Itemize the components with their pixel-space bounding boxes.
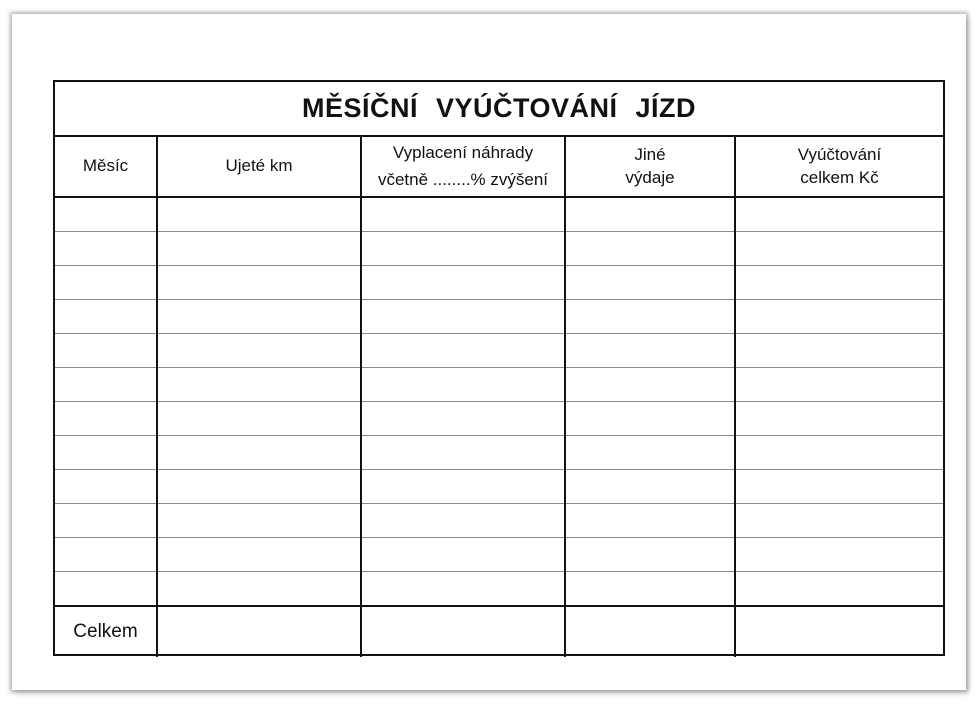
table-row (55, 504, 943, 538)
cell-total[interactable] (735, 368, 943, 402)
cell-km[interactable] (157, 300, 361, 334)
table-row (55, 572, 943, 607)
cell-total[interactable] (735, 300, 943, 334)
cell-other-expenses[interactable] (565, 266, 735, 300)
cell-month[interactable] (55, 266, 157, 300)
cell-month[interactable] (55, 368, 157, 402)
cell-reimbursement[interactable] (361, 402, 565, 436)
table-row (55, 538, 943, 572)
cell-km[interactable] (157, 266, 361, 300)
cell-other-expenses[interactable] (565, 572, 735, 607)
cell-total[interactable] (735, 470, 943, 504)
cell-other-expenses[interactable] (565, 402, 735, 436)
total-other-expenses[interactable] (565, 606, 735, 657)
cell-total[interactable] (735, 538, 943, 572)
cell-km[interactable] (157, 436, 361, 470)
cell-total[interactable] (735, 402, 943, 436)
cell-month[interactable] (55, 572, 157, 607)
cell-month[interactable] (55, 538, 157, 572)
cell-km[interactable] (157, 197, 361, 232)
header-km (157, 135, 361, 197)
header-other-expenses-line1: Jiné (634, 144, 666, 164)
total-km[interactable] (157, 606, 361, 657)
cell-month[interactable] (55, 436, 157, 470)
trip-table (55, 135, 943, 657)
form-sheet (12, 14, 966, 690)
header-other-expenses-line2: výdaje (625, 167, 675, 187)
cell-month[interactable] (55, 504, 157, 538)
table-row (55, 402, 943, 436)
table-row (55, 334, 943, 368)
cell-other-expenses[interactable] (565, 504, 735, 538)
header-month (55, 135, 157, 197)
cell-month[interactable] (55, 232, 157, 266)
cell-month[interactable] (55, 300, 157, 334)
header-month-label: Měsíc (82, 156, 129, 175)
cell-reimbursement[interactable] (361, 266, 565, 300)
total-czk[interactable] (735, 606, 943, 657)
cell-reimbursement[interactable] (361, 197, 565, 232)
table-row (55, 470, 943, 504)
cell-reimbursement[interactable] (361, 232, 565, 266)
table-row (55, 368, 943, 402)
table-row (55, 300, 943, 334)
cell-reimbursement[interactable] (361, 300, 565, 334)
header-other-expenses (565, 135, 735, 197)
cell-km[interactable] (157, 538, 361, 572)
total-row (55, 606, 943, 657)
cell-reimbursement[interactable] (361, 572, 565, 607)
cell-reimbursement[interactable] (361, 436, 565, 470)
table-row (55, 266, 943, 300)
cell-month[interactable] (55, 334, 157, 368)
cell-reimbursement[interactable] (361, 368, 565, 402)
cell-reimbursement[interactable] (361, 504, 565, 538)
table-row (55, 232, 943, 266)
total-label: Celkem (73, 621, 138, 642)
cell-km[interactable] (157, 572, 361, 607)
cell-other-expenses[interactable] (565, 436, 735, 470)
cell-total[interactable] (735, 266, 943, 300)
header-total-czk-line2: celkem Kč (800, 167, 879, 187)
cell-reimbursement[interactable] (361, 538, 565, 572)
header-total-czk-line1: Vyúčtování (797, 144, 882, 164)
monthly-trip-statement-form (53, 80, 945, 656)
cell-other-expenses[interactable] (565, 334, 735, 368)
table-row (55, 436, 943, 470)
cell-other-expenses[interactable] (565, 197, 735, 232)
header-row (55, 135, 943, 197)
cell-other-expenses[interactable] (565, 368, 735, 402)
cell-other-expenses[interactable] (565, 232, 735, 266)
header-reimbursement-line1: Vyplacení náhrady (392, 142, 534, 162)
cell-total[interactable] (735, 436, 943, 470)
header-total-czk (735, 135, 943, 197)
cell-km[interactable] (157, 334, 361, 368)
cell-km[interactable] (157, 402, 361, 436)
cell-km[interactable] (157, 470, 361, 504)
cell-month[interactable] (55, 197, 157, 232)
cell-km[interactable] (157, 232, 361, 266)
header-km-label: Ujeté km (225, 156, 293, 175)
cell-other-expenses[interactable] (565, 538, 735, 572)
cell-total[interactable] (735, 197, 943, 232)
total-reimbursement[interactable] (361, 606, 565, 657)
cell-other-expenses[interactable] (565, 300, 735, 334)
cell-reimbursement[interactable] (361, 334, 565, 368)
cell-month[interactable] (55, 402, 157, 436)
header-reimbursement-line2: včetně ........% zvýšení (377, 169, 549, 189)
cell-km[interactable] (157, 368, 361, 402)
cell-total[interactable] (735, 572, 943, 607)
cell-month[interactable] (55, 470, 157, 504)
cell-km[interactable] (157, 504, 361, 538)
table-row (55, 197, 943, 232)
form-title: MĚSÍČNÍ VYÚČTOVÁNÍ JÍZD (55, 82, 943, 137)
cell-other-expenses[interactable] (565, 470, 735, 504)
cell-reimbursement[interactable] (361, 470, 565, 504)
cell-total[interactable] (735, 232, 943, 266)
cell-total[interactable] (735, 334, 943, 368)
header-reimbursement (361, 135, 565, 197)
cell-total[interactable] (735, 504, 943, 538)
